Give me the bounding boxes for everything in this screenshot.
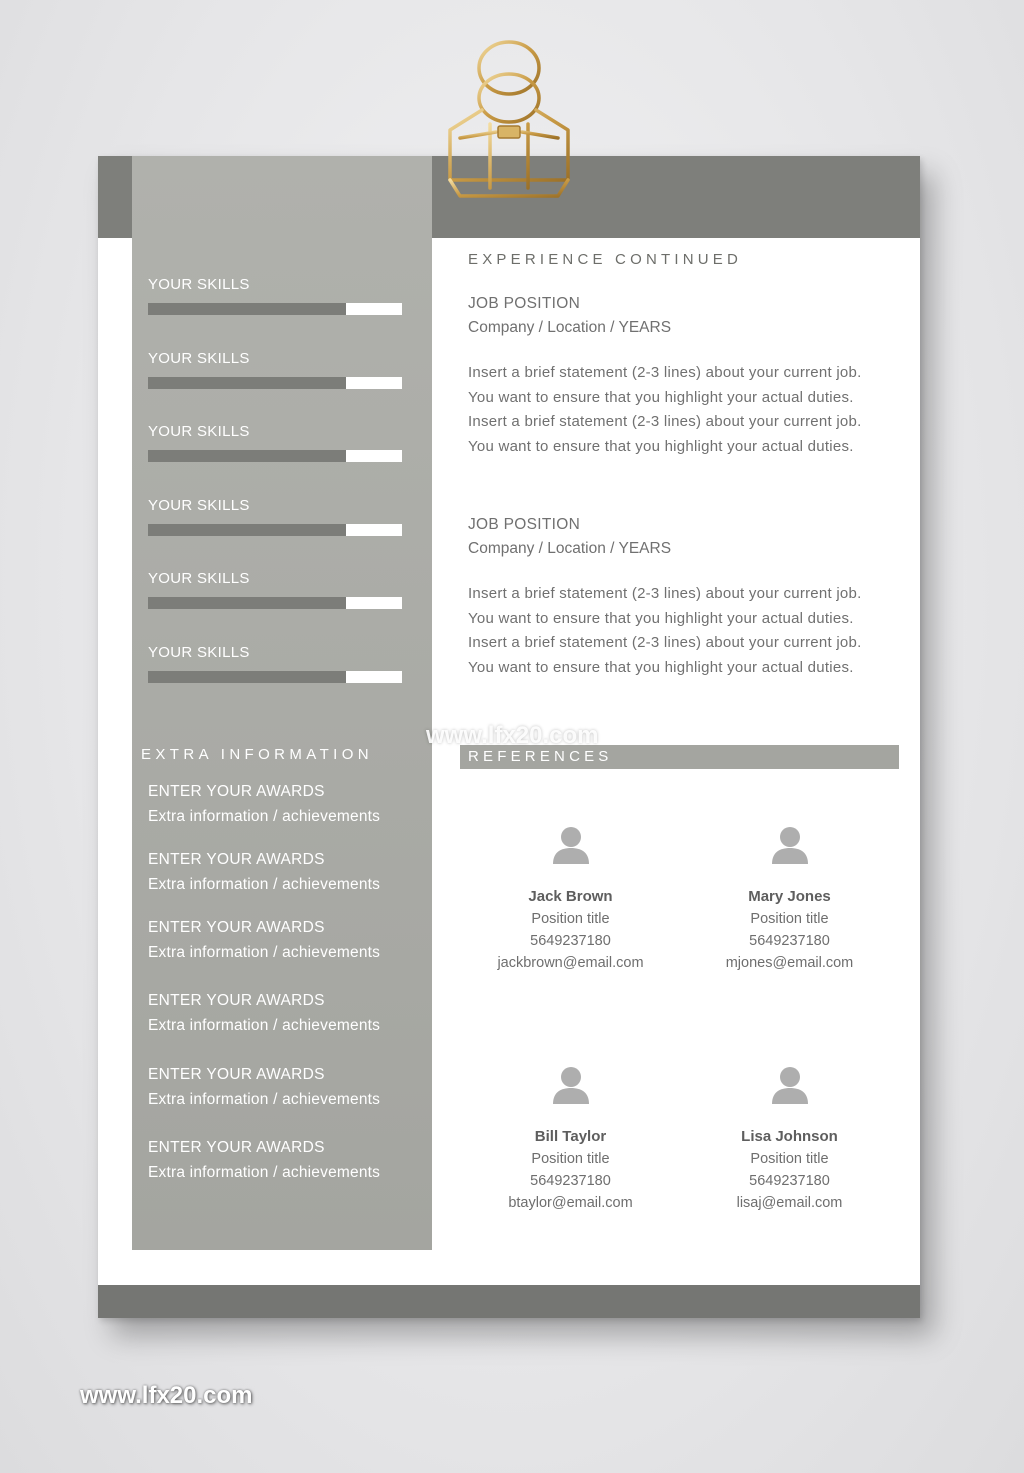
reference-phone: 5649237180 (749, 1173, 830, 1189)
award-title: ENTER YOUR AWARDS (148, 783, 325, 800)
job-company: Company / Location / YEARS (468, 540, 672, 557)
reference-name: Jack Brown (528, 888, 613, 905)
job-description-line: You want to ensure that you highlight your actual duties. (468, 437, 854, 455)
skill-label: YOUR SKILLS (148, 350, 250, 367)
job-description-line: Insert a brief statement (2-3 lines) about your current job. (468, 364, 862, 381)
skill-item (148, 350, 402, 367)
user-avatar-icon (771, 826, 809, 866)
skill-item (148, 423, 402, 440)
sidebar (132, 156, 432, 1250)
reference-title: Position title (531, 911, 610, 927)
reference-email: jackbrown@email.com (497, 955, 644, 971)
job-position: JOB POSITION (468, 295, 581, 312)
reference-title: Position title (750, 911, 829, 927)
skill-bar (148, 671, 402, 683)
skill-label: YOUR SKILLS (148, 276, 250, 293)
reference-card (461, 1066, 680, 1211)
award-subtitle: Extra information / achievements (148, 1164, 381, 1181)
award-subtitle: Extra information / achievements (148, 1017, 381, 1034)
job-description-line: Insert a brief statement (2-3 lines) about your current job. (468, 413, 862, 430)
award-item (148, 783, 432, 826)
skill-bar (148, 450, 402, 462)
skill-bar-fill (148, 597, 346, 609)
award-title: ENTER YOUR AWARDS (148, 1066, 325, 1083)
reference-email: lisaj@email.com (736, 1195, 843, 1211)
extra-information-heading: EXTRA INFORMATION (141, 746, 374, 763)
job-company: Company / Location / YEARS (468, 319, 672, 336)
job-entry (468, 295, 908, 459)
skill-label: YOUR SKILLS (148, 644, 250, 661)
job-description (468, 361, 908, 459)
award-subtitle: Extra information / achievements (148, 876, 381, 893)
skill-bar (148, 377, 402, 389)
award-subtitle: Extra information / achievements (148, 944, 381, 961)
user-avatar-icon (552, 1066, 590, 1106)
watermark-center: www.lfx20.com (426, 722, 599, 749)
reference-name: Bill Taylor (534, 1128, 607, 1145)
award-title: ENTER YOUR AWARDS (148, 1139, 325, 1156)
skill-label: YOUR SKILLS (148, 570, 250, 587)
job-position: JOB POSITION (468, 516, 581, 533)
bottom-band (98, 1285, 920, 1318)
skill-item (148, 497, 402, 514)
award-item (148, 919, 432, 962)
reference-card (461, 826, 680, 971)
skill-bar-fill (148, 671, 346, 683)
reference-title: Position title (750, 1151, 829, 1167)
skill-bar-fill (148, 377, 346, 389)
user-avatar-icon (771, 1066, 809, 1106)
reference-card (680, 1066, 899, 1211)
skill-bar (148, 524, 402, 536)
award-title: ENTER YOUR AWARDS (148, 851, 325, 868)
award-subtitle: Extra information / achievements (148, 808, 381, 825)
reference-phone: 5649237180 (530, 933, 611, 949)
skill-bar-fill (148, 524, 346, 536)
reference-name: Mary Jones (748, 888, 831, 905)
skill-bar-fill (148, 303, 346, 315)
skill-item (148, 276, 402, 293)
job-description-line: Insert a brief statement (2-3 lines) about your current job. (468, 634, 862, 651)
skill-label: YOUR SKILLS (148, 497, 250, 514)
job-description-line: You want to ensure that you highlight your actual duties. (468, 609, 854, 627)
reference-card (680, 826, 899, 971)
skill-item (148, 644, 402, 661)
references-heading: REFERENCES (468, 748, 613, 765)
award-item (148, 1139, 432, 1182)
award-subtitle: Extra information / achievements (148, 1091, 381, 1108)
award-title: ENTER YOUR AWARDS (148, 992, 325, 1009)
skill-bar (148, 303, 402, 315)
job-description-line: You want to ensure that you highlight your actual duties. (468, 388, 854, 406)
reference-phone: 5649237180 (749, 933, 830, 949)
skill-bar (148, 597, 402, 609)
reference-name: Lisa Johnson (741, 1128, 838, 1145)
award-title: ENTER YOUR AWARDS (148, 919, 325, 936)
binder-clip-icon (436, 38, 582, 210)
skill-bar-fill (148, 450, 346, 462)
reference-title: Position title (531, 1151, 610, 1167)
job-description (468, 582, 908, 680)
experience-heading: EXPERIENCE CONTINUED (468, 251, 743, 268)
skill-item (148, 570, 402, 587)
award-item (148, 992, 432, 1035)
job-description-line: Insert a brief statement (2-3 lines) about your current job. (468, 585, 862, 602)
user-avatar-icon (552, 826, 590, 866)
job-description-line: You want to ensure that you highlight your actual duties. (468, 658, 854, 676)
skill-label: YOUR SKILLS (148, 423, 250, 440)
reference-phone: 5649237180 (530, 1173, 611, 1189)
reference-email: mjones@email.com (725, 955, 854, 971)
award-item (148, 851, 432, 894)
job-entry (468, 516, 908, 680)
watermark-bottom: www.lfx20.com (80, 1382, 253, 1409)
award-item (148, 1066, 432, 1109)
reference-email: btaylor@email.com (508, 1195, 633, 1211)
